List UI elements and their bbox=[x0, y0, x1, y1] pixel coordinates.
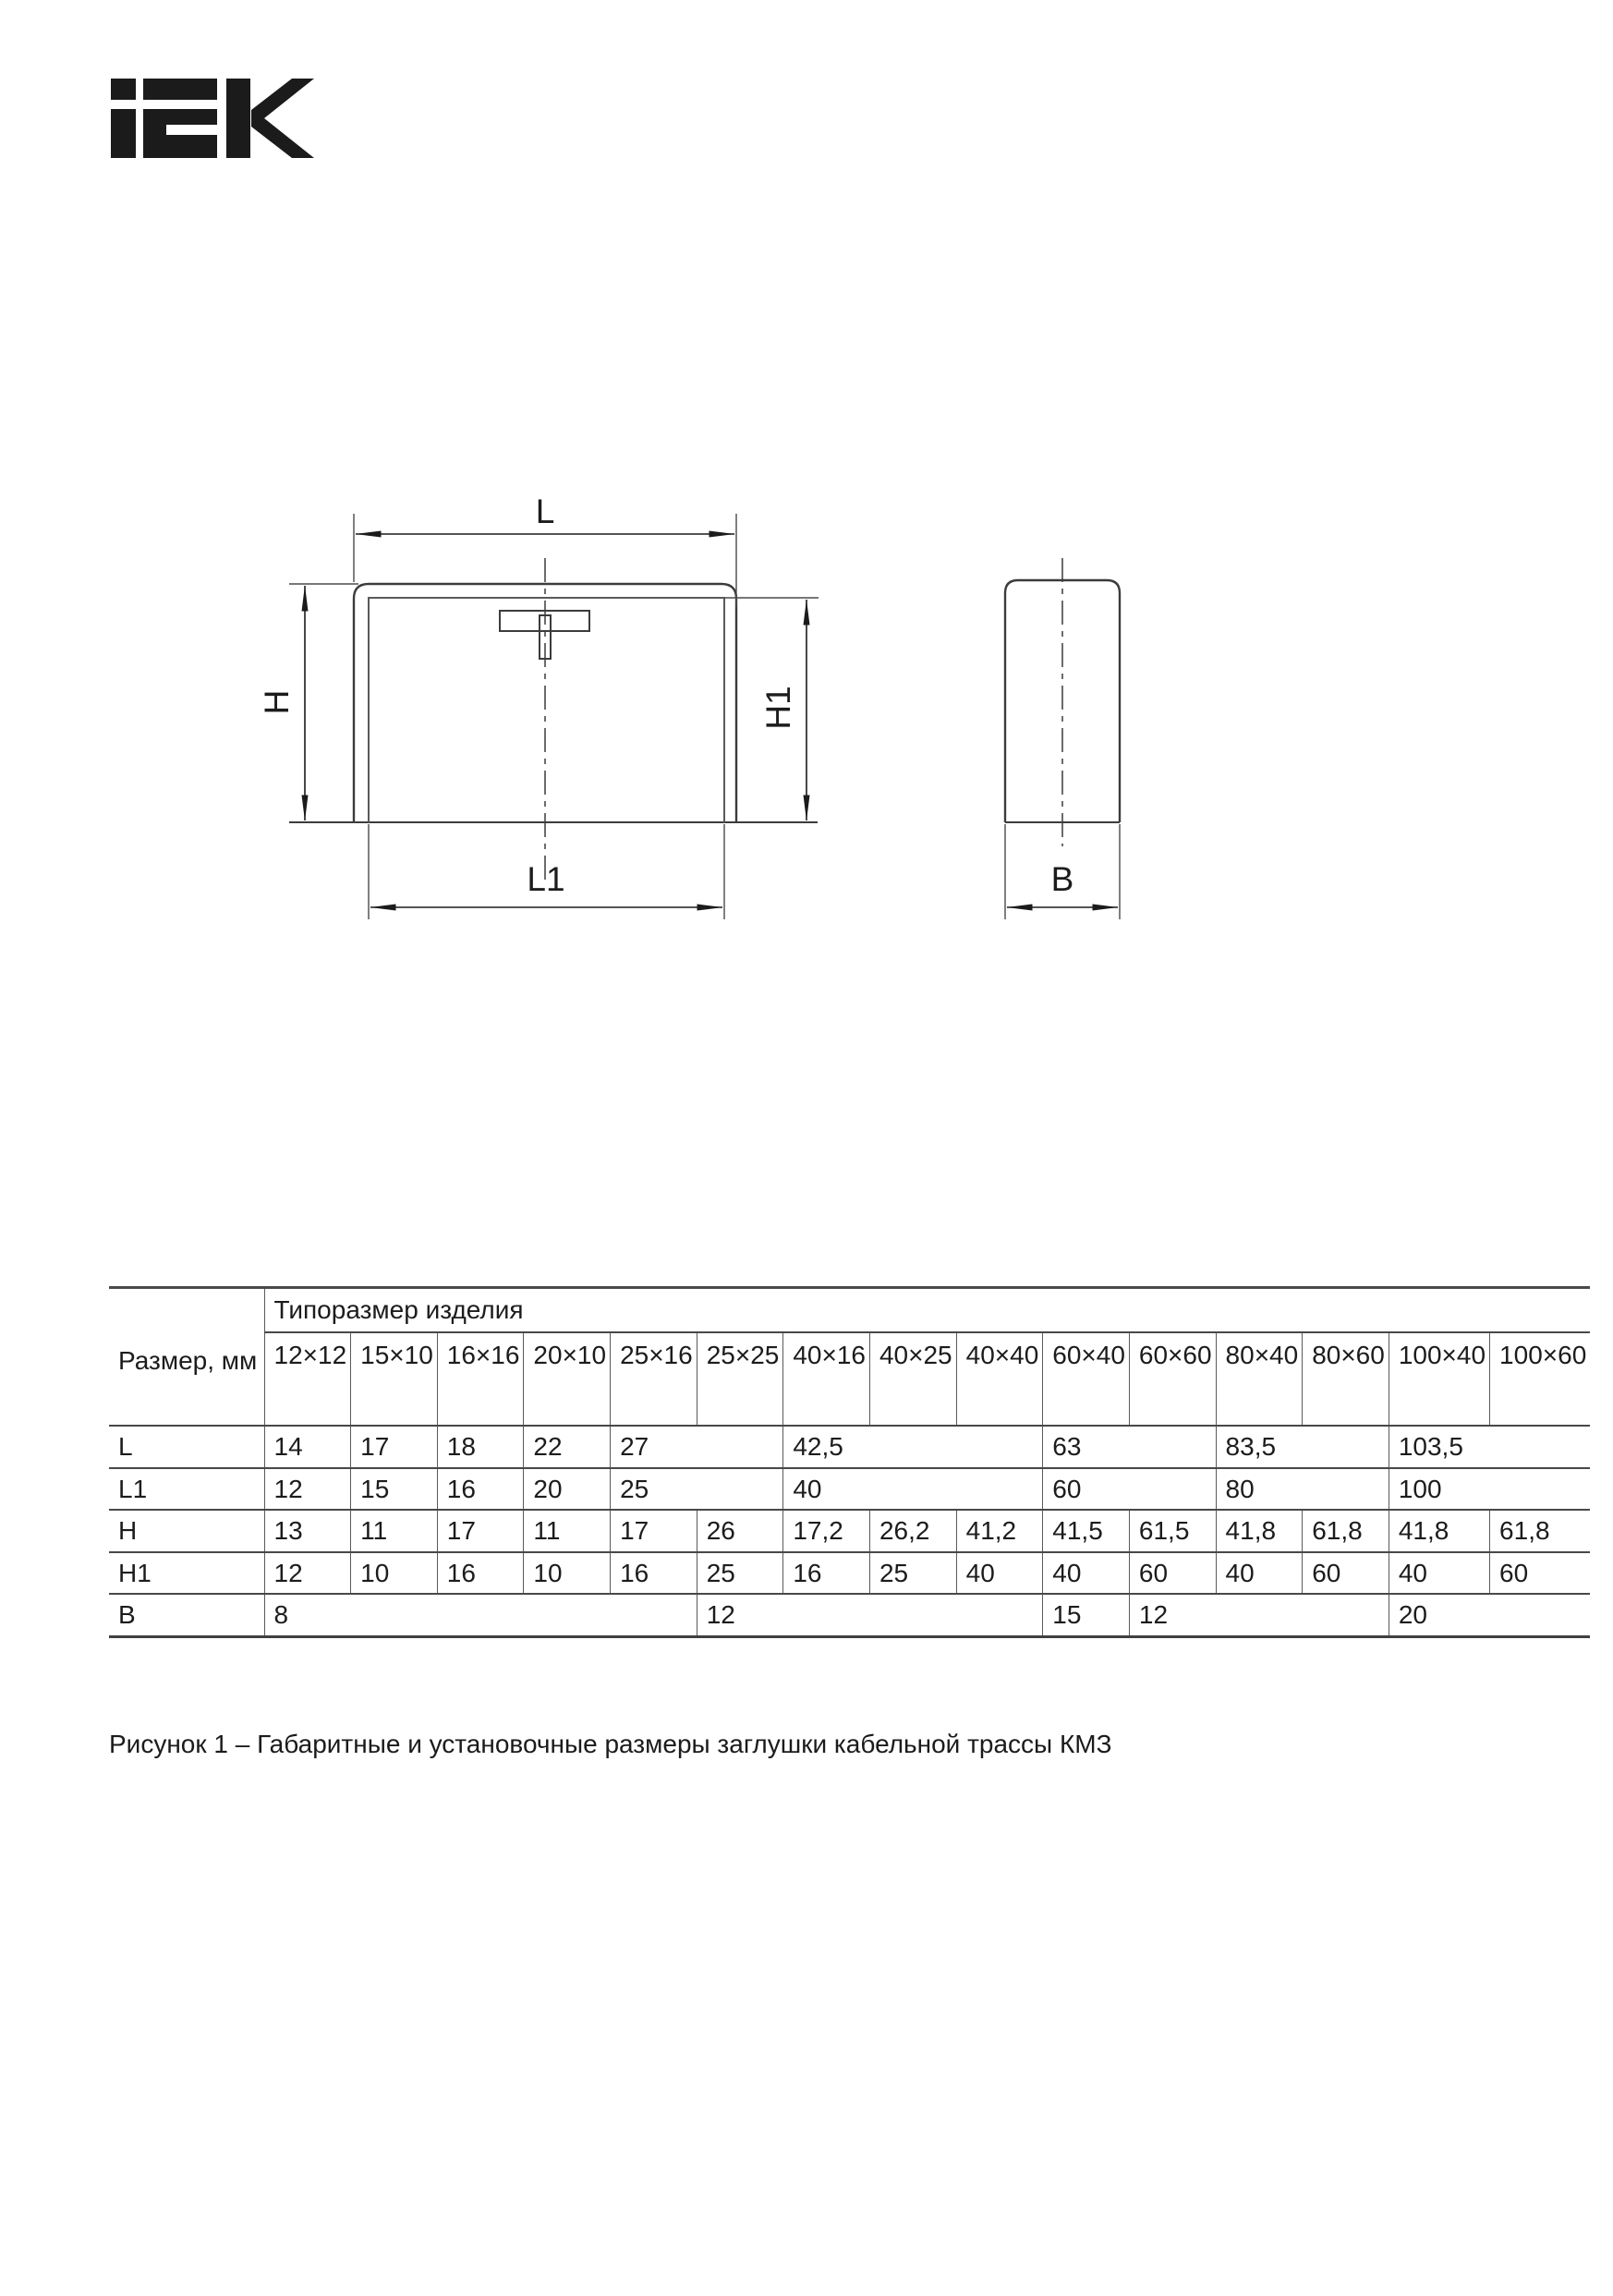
table-cell: 12 bbox=[697, 1594, 1043, 1637]
table-cell: 10 bbox=[524, 1552, 611, 1594]
table-cell: 83,5 bbox=[1216, 1426, 1389, 1468]
table-cell: 41,8 bbox=[1216, 1510, 1303, 1552]
table-cell: 16 bbox=[611, 1552, 697, 1594]
table-row-H1 bbox=[109, 1552, 1590, 1594]
table-cell: 20 bbox=[1389, 1594, 1590, 1637]
size-col-40x25: 40×25 bbox=[869, 1332, 956, 1426]
table-cell: 40 bbox=[783, 1468, 1043, 1510]
table-cell: 40 bbox=[1389, 1552, 1489, 1594]
table-cell: 60 bbox=[1490, 1552, 1591, 1594]
side-view bbox=[1005, 558, 1120, 919]
table-cell: 60 bbox=[1129, 1552, 1216, 1594]
size-col-40x40: 40×40 bbox=[956, 1332, 1043, 1426]
table-cell: 17 bbox=[437, 1510, 524, 1552]
table-cell: 13 bbox=[264, 1510, 351, 1552]
size-col-60x40: 60×40 bbox=[1043, 1332, 1130, 1426]
table-cell: 41,5 bbox=[1043, 1510, 1130, 1552]
front-view bbox=[258, 492, 819, 919]
size-col-12x12: 12×12 bbox=[264, 1332, 351, 1426]
table-cell: 16 bbox=[437, 1552, 524, 1594]
dim-label-L: L bbox=[535, 492, 555, 530]
table-cell: 11 bbox=[351, 1510, 438, 1552]
table-cell: 18 bbox=[437, 1426, 524, 1468]
size-col-25x16: 25×16 bbox=[611, 1332, 697, 1426]
row-label-B: B bbox=[109, 1594, 264, 1637]
iek-logo-icon bbox=[109, 78, 314, 163]
table-cell: 11 bbox=[524, 1510, 611, 1552]
table-cell: 8 bbox=[264, 1594, 697, 1637]
table-row-L bbox=[109, 1426, 1590, 1468]
dim-label-L1: L1 bbox=[527, 860, 565, 898]
table-cell: 25 bbox=[611, 1468, 783, 1510]
table-cell: 26 bbox=[697, 1510, 783, 1552]
row-label-L: L bbox=[109, 1426, 264, 1468]
table-corner-header: Размер, мм bbox=[109, 1288, 264, 1427]
table-cell: 16 bbox=[783, 1552, 870, 1594]
table-cell: 17,2 bbox=[783, 1510, 870, 1552]
table-cell: 60 bbox=[1303, 1552, 1389, 1594]
table-row-H bbox=[109, 1510, 1590, 1552]
table-cell: 63 bbox=[1043, 1426, 1216, 1468]
table-cell: 40 bbox=[1216, 1552, 1303, 1594]
dimensions-table bbox=[109, 1286, 1590, 1638]
table-cell: 103,5 bbox=[1389, 1426, 1590, 1468]
size-col-16x16: 16×16 bbox=[437, 1332, 524, 1426]
row-label-L1: L1 bbox=[109, 1468, 264, 1510]
table-cell: 25 bbox=[869, 1552, 956, 1594]
size-col-60x60: 60×60 bbox=[1129, 1332, 1216, 1426]
size-header-row bbox=[109, 1332, 1590, 1426]
table-cell: 61,5 bbox=[1129, 1510, 1216, 1552]
table-cell: 80 bbox=[1216, 1468, 1389, 1510]
table-cell: 100 bbox=[1389, 1468, 1590, 1510]
table-cell: 15 bbox=[351, 1468, 438, 1510]
table-cell: 16 bbox=[437, 1468, 524, 1510]
size-col-40x16: 40×16 bbox=[783, 1332, 870, 1426]
table-cell: 61,8 bbox=[1490, 1510, 1591, 1552]
dim-label-H1: H1 bbox=[759, 686, 797, 730]
size-col-100x60: 100×60 bbox=[1490, 1332, 1591, 1426]
figure-caption: Рисунок 1 – Габаритные и установочные размеры заглушки кабельной трассы КМЗ bbox=[109, 1730, 1112, 1758]
table-cell: 25 bbox=[697, 1552, 783, 1594]
size-col-15x10: 15×10 bbox=[351, 1332, 438, 1426]
table-cell: 10 bbox=[351, 1552, 438, 1594]
table-row-B bbox=[109, 1594, 1590, 1637]
size-col-20x10: 20×10 bbox=[524, 1332, 611, 1426]
row-label-H: H bbox=[109, 1510, 264, 1552]
row-label-H1: H1 bbox=[109, 1552, 264, 1594]
size-col-80x60: 80×60 bbox=[1303, 1332, 1389, 1426]
table-cell: 12 bbox=[264, 1552, 351, 1594]
table-cell: 17 bbox=[611, 1510, 697, 1552]
table-cell: 12 bbox=[264, 1468, 351, 1510]
dim-label-B: B bbox=[1050, 860, 1074, 898]
table-cell: 17 bbox=[351, 1426, 438, 1468]
table-cell: 61,8 bbox=[1303, 1510, 1389, 1552]
table-cell: 15 bbox=[1043, 1594, 1130, 1637]
table-cell: 12 bbox=[1129, 1594, 1389, 1637]
size-col-100x40: 100×40 bbox=[1389, 1332, 1489, 1426]
table-cell: 41,8 bbox=[1389, 1510, 1489, 1552]
table-cell: 40 bbox=[956, 1552, 1043, 1594]
table-cell: 22 bbox=[524, 1426, 611, 1468]
table-cell: 41,2 bbox=[956, 1510, 1043, 1552]
table-cell: 14 bbox=[264, 1426, 351, 1468]
size-col-80x40: 80×40 bbox=[1216, 1332, 1303, 1426]
table-cell: 26,2 bbox=[869, 1510, 956, 1552]
dim-label-H: H bbox=[258, 689, 296, 715]
dimension-drawing bbox=[249, 490, 1173, 933]
table-cell: 60 bbox=[1043, 1468, 1216, 1510]
table-cell: 20 bbox=[524, 1468, 611, 1510]
table-group-header: Типоразмер изделия bbox=[273, 1295, 524, 1324]
table-row-L1 bbox=[109, 1468, 1590, 1510]
table-cell: 42,5 bbox=[783, 1426, 1043, 1468]
size-col-25x25: 25×25 bbox=[697, 1332, 783, 1426]
table-cell: 40 bbox=[1043, 1552, 1130, 1594]
table-cell: 27 bbox=[611, 1426, 783, 1468]
